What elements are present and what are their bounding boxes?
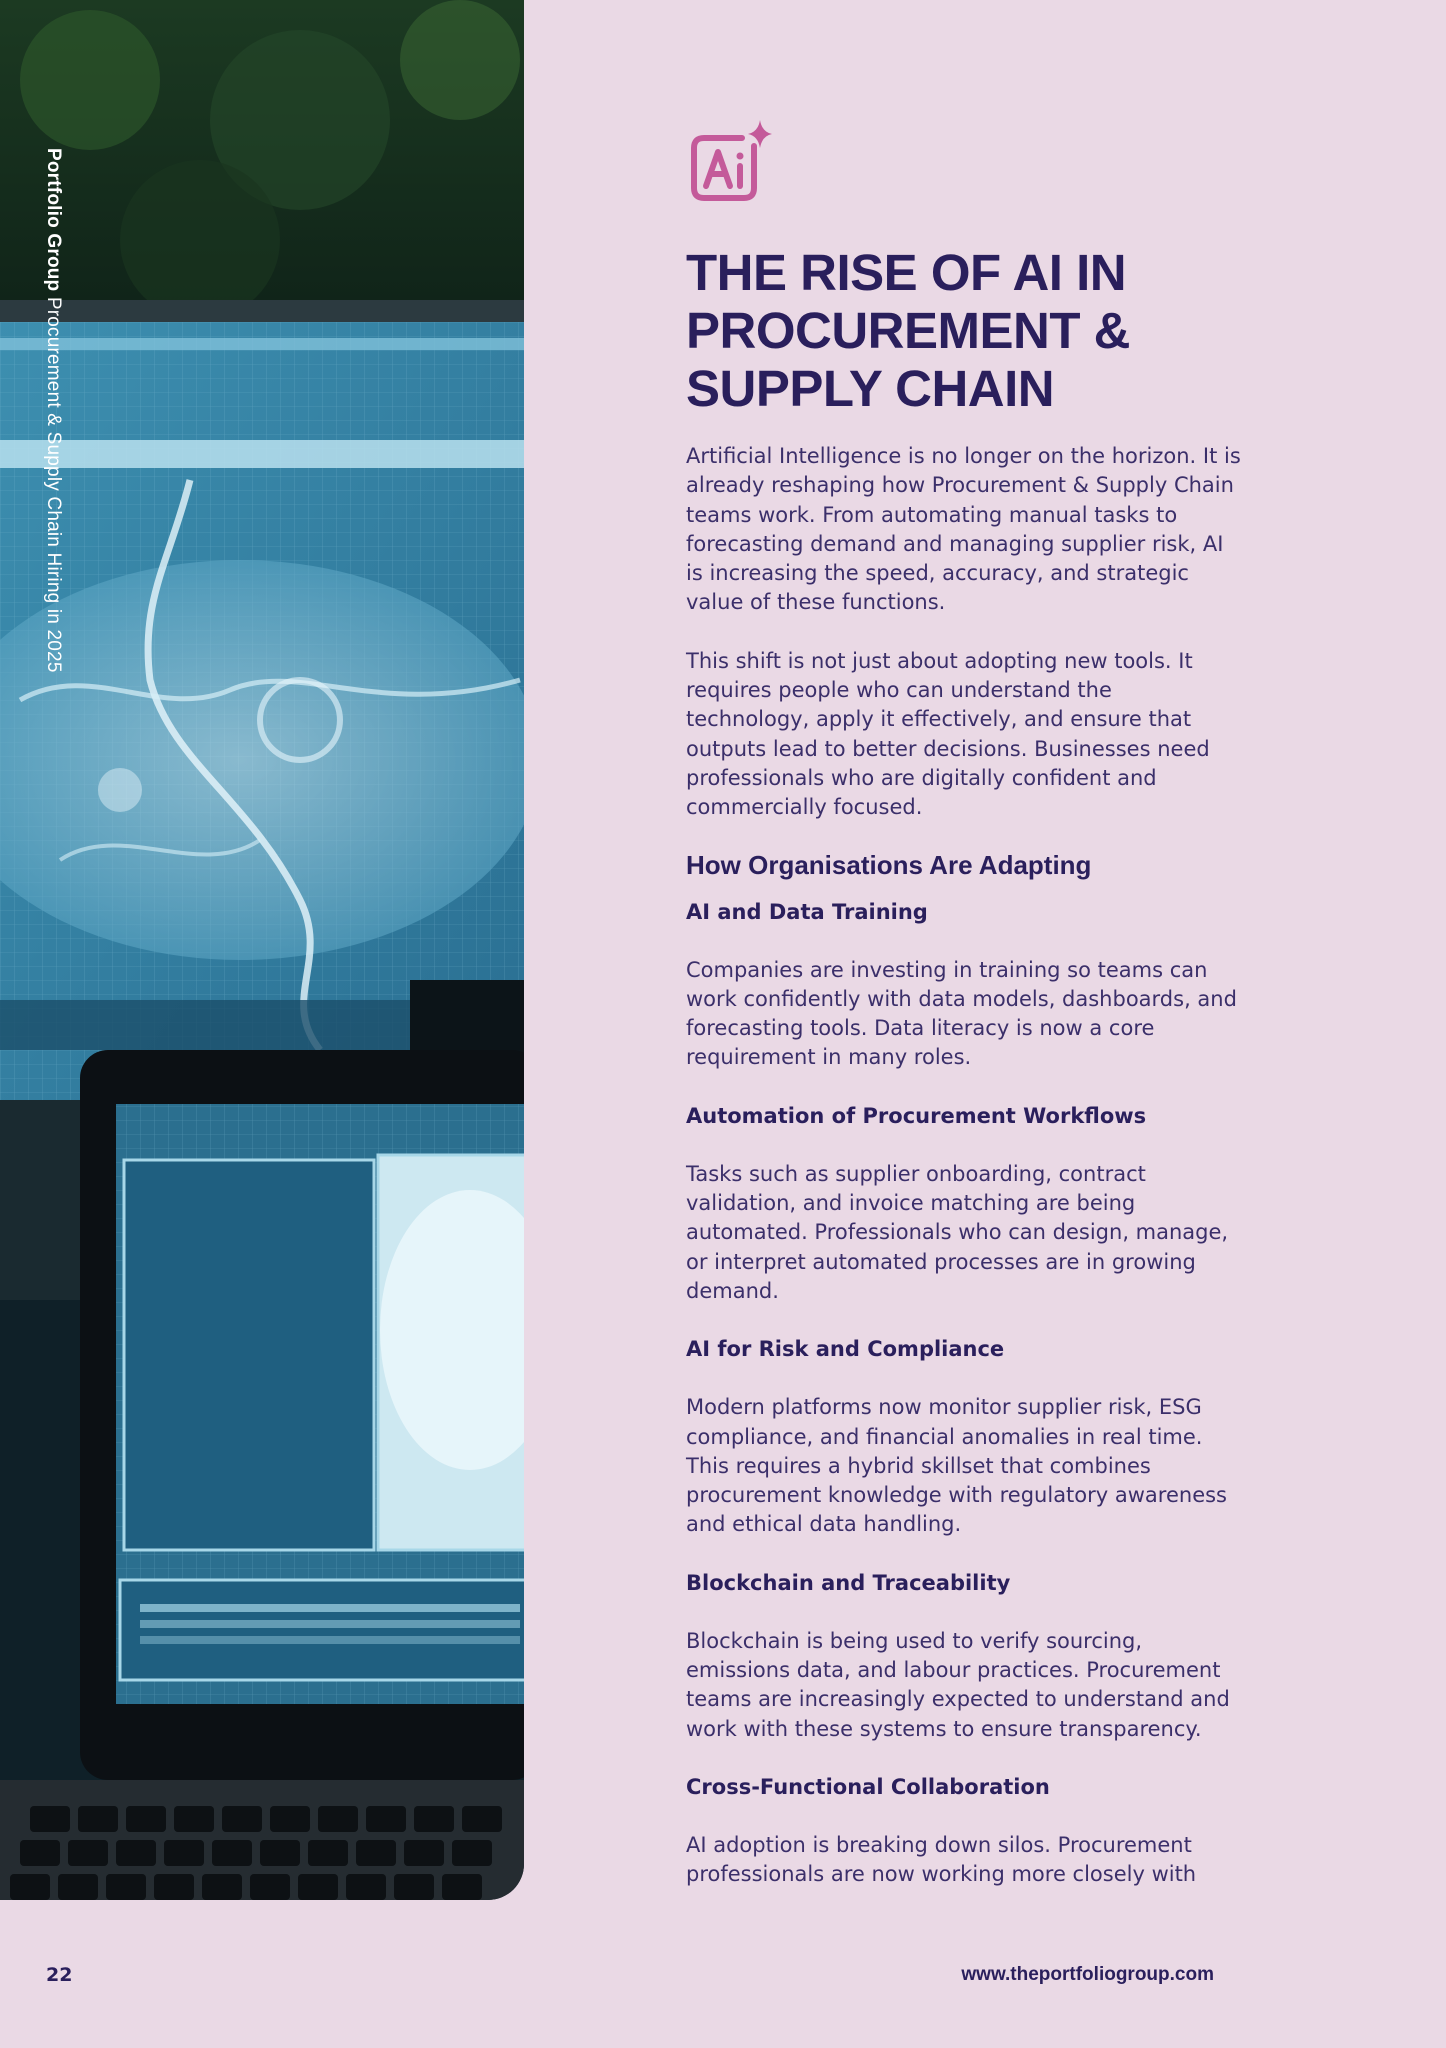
- brand-name: Portfolio Group: [43, 148, 64, 292]
- subsection-body: Tasks such as supplier onboarding, contract validation, and invoice matching are being automated. Professionals who can design, manage, or interpret automated processes are in growing demand.: [686, 1161, 1229, 1303]
- section-heading: How Organisations Are Adapting: [686, 849, 1092, 880]
- subsection-heading: Blockchain and Traceability: [686, 1570, 1011, 1595]
- subsection-heading: AI for Risk and Compliance: [686, 1337, 1005, 1362]
- intro-paragraph: Artificial Intelligence is no longer on the horizon. It is already reshaping how Procurement & Supply Chain teams work. From automating manual tasks to forecasting demand and managing supplier risk, AI is increasing the speed, accuracy, and strategic value of these functions.: [686, 444, 1241, 615]
- subsection-body: Blockchain is being used to verify sourcing, emissions data, and labour practices. Procurement teams are increasingly expected to understand and work with these systems to ensure transparency.: [686, 1628, 1230, 1741]
- subsection-body: Modern platforms now monitor supplier risk, ESG compliance, and financial anomalies in real time. This requires a hybrid skillset that combines procurement knowledge with regulatory awareness and ethical data handling.: [686, 1395, 1227, 1537]
- website-link[interactable]: www.theportfoliogroup.com: [961, 1964, 1214, 1985]
- subsection-heading: AI and Data Training: [686, 899, 928, 924]
- monitors-illustration: [0, 0, 524, 1900]
- subsection-body: Companies are investing in training so teams can work confidently with data models, dashboards, and forecasting tools. Data literacy is now a core requirement in many roles.: [686, 957, 1237, 1070]
- subsection-body: AI adoption is breaking down silos. Procurement professionals are now working more closely with: [686, 1832, 1197, 1887]
- ai-sparkle-icon: [684, 116, 776, 208]
- vertical-running-header: [42, 148, 64, 673]
- document-subtitle: Procurement & Supply Chain Hiring in 2025: [43, 291, 64, 673]
- subsection-heading: Automation of Procurement Workflows: [686, 1103, 1147, 1128]
- subsection-heading: Cross-Functional Collaboration: [686, 1774, 1050, 1799]
- page-title: THE RISE OF AI IN PROCUREMENT & SUPPLY CHAIN: [686, 244, 1131, 417]
- article-body: [686, 442, 1241, 1919]
- intro-paragraph: This shift is not just about adopting new tools. It requires people who can understand the technology, apply it effectively, and ensure that outputs lead to better decisions. Businesses need professionals who are digitally confident and commercially focused.: [686, 648, 1210, 820]
- page-number: 22: [46, 1964, 73, 1986]
- cover-photo-monitors: [0, 0, 524, 1900]
